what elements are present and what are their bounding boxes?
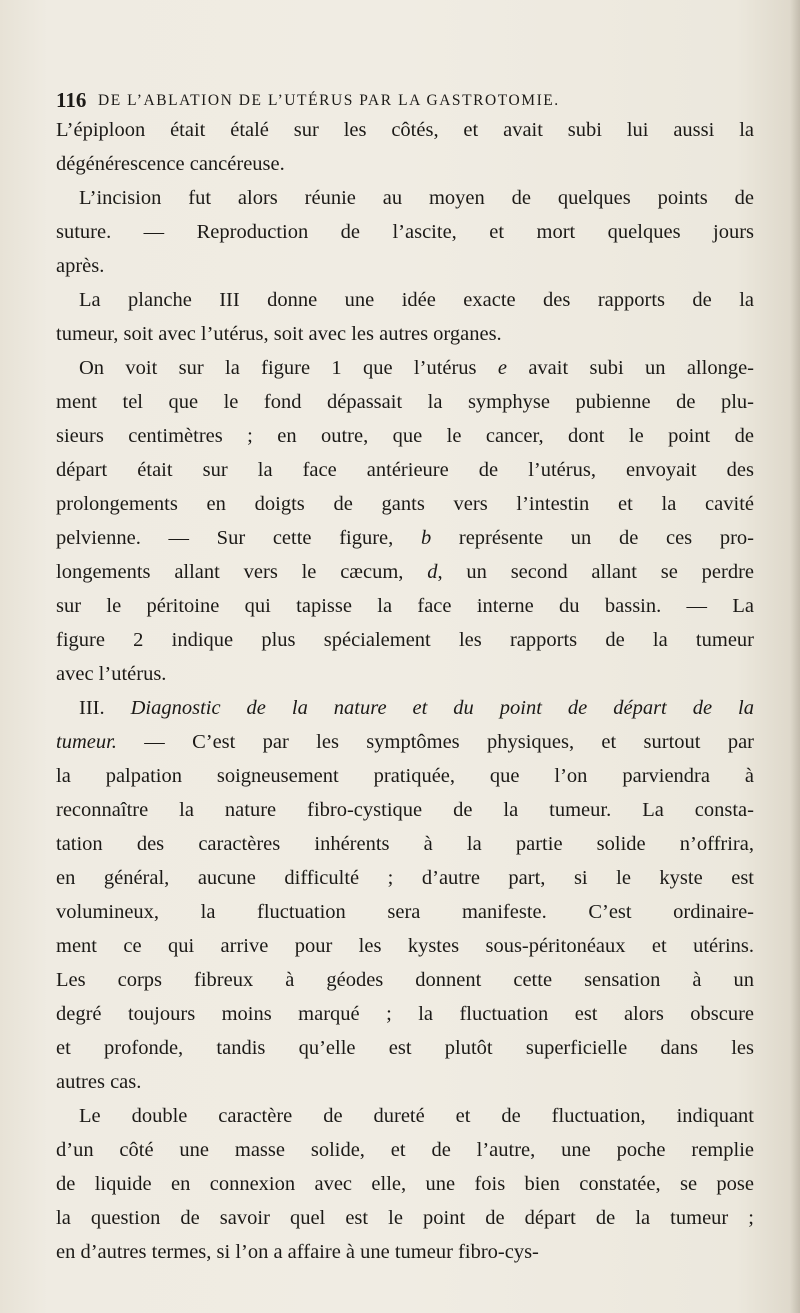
- line-text: On voit sur la figure 1 que l’utérus: [79, 357, 498, 379]
- line-text: , un second allant se perdre: [437, 561, 755, 583]
- line-text: en général, aucune difficulté ; d’autre part, si le kyste est: [56, 867, 754, 889]
- line-text: après.: [56, 255, 105, 277]
- text-line: [56, 1031, 754, 1065]
- text-line: [56, 521, 754, 555]
- running-head: [56, 86, 756, 114]
- text-line: [56, 929, 754, 963]
- text-line: [56, 1201, 754, 1235]
- text-line: [56, 1099, 754, 1133]
- line-text: pelvienne. — Sur cette figure,: [56, 527, 421, 549]
- text-line: [56, 657, 754, 691]
- line-text: prolongements en doigts de gants vers l’intestin et la cavité: [56, 493, 754, 515]
- line-text: dégénérescence cancéreuse.: [56, 153, 285, 175]
- page-edge-shadow: [790, 0, 800, 1313]
- text-line: [56, 385, 754, 419]
- text-line: [56, 215, 754, 249]
- text-line: [56, 113, 754, 147]
- line-text: reconnaître la nature fibro-cystique de la tumeur. La consta-: [56, 799, 754, 821]
- line-text: sieurs centimètres ; en outre, que le cancer, dont le point de: [56, 425, 754, 447]
- line-text: représente un de ces pro-: [431, 527, 754, 549]
- italic-text: d: [427, 561, 438, 583]
- text-line: [56, 861, 754, 895]
- line-text: volumineux, la fluctuation sera manifeste. C’est ordinaire-: [56, 901, 754, 923]
- line-text: Les corps fibreux à géodes donnent cette sensation à un: [56, 969, 754, 991]
- text-line: [56, 1167, 754, 1201]
- line-text: La planche III donne une idée exacte des rapports de la: [79, 289, 754, 311]
- body-text: [56, 113, 754, 1269]
- text-line: [56, 997, 754, 1031]
- text-line: [56, 317, 754, 351]
- line-text: III.: [79, 697, 131, 719]
- italic-text: e: [497, 357, 507, 379]
- text-line: [56, 283, 754, 317]
- line-text: degré toujours moins marqué ; la fluctuation est alors obscure: [56, 1003, 754, 1025]
- text-line: [56, 181, 754, 215]
- line-text: — C’est par les symptômes physiques, et surtout par: [116, 731, 754, 753]
- text-line: [56, 487, 754, 521]
- text-line: [56, 351, 754, 385]
- line-text: d’un côté une masse solide, et de l’autre, une poche remplie: [56, 1139, 754, 1161]
- line-text: et profonde, tandis qu’elle est plutôt superficielle dans les: [56, 1037, 754, 1059]
- line-text: la palpation soigneusement pratiquée, que l’on parviendra à: [56, 765, 754, 787]
- line-text: tumeur, soit avec l’utérus, soit avec les autres organes.: [56, 323, 502, 345]
- text-line: [56, 1065, 754, 1099]
- line-text: avait subi un allonge-: [506, 357, 754, 379]
- line-text: sur le péritoine qui tapisse la face interne du bassin. — La: [56, 595, 754, 617]
- italic-text: b: [420, 527, 432, 549]
- italic-text: tumeur.: [56, 731, 117, 753]
- line-text: tation des caractères inhérents à la partie solide n’offrira,: [56, 833, 754, 855]
- line-text: ment ce qui arrive pour les kystes sous-péritonéaux et utérins.: [56, 935, 754, 957]
- text-line: [56, 419, 754, 453]
- text-line: [56, 963, 754, 997]
- line-text: départ était sur la face antérieure de l’utérus, envoyait des: [56, 459, 754, 481]
- text-line: [56, 895, 754, 929]
- line-text: avec l’utérus.: [56, 663, 167, 685]
- text-line: [56, 1133, 754, 1167]
- italic-text: Diagnostic de la nature et du point de départ de la: [130, 697, 755, 719]
- line-text: en d’autres termes, si l’on a affaire à une tumeur fibro-cys-: [56, 1241, 539, 1263]
- line-text: de liquide en connexion avec elle, une fois bien constatée, se pose: [56, 1173, 754, 1195]
- text-line: [56, 827, 754, 861]
- text-line: [56, 691, 754, 725]
- line-text: la question de savoir quel est le point de départ de la tumeur ;: [56, 1207, 754, 1229]
- text-line: [56, 589, 754, 623]
- line-text: ment tel que le fond dépassait la symphyse pubienne de plu-: [56, 391, 754, 413]
- text-line: [56, 555, 754, 589]
- line-text: longements allant vers le cæcum,: [56, 561, 428, 583]
- text-line: [56, 453, 754, 487]
- line-text: suture. — Reproduction de l’ascite, et mort quelques jours: [56, 221, 754, 243]
- line-text: L’incision fut alors réunie au moyen de quelques points de: [79, 187, 754, 209]
- text-line: [56, 759, 754, 793]
- text-line: [56, 249, 754, 283]
- line-text: L’épiploon était étalé sur les côtés, et avait subi lui aussi la: [56, 119, 754, 141]
- running-title: DE L’ABLATION DE L’UTÉRUS PAR LA GASTROTOMIE.: [98, 92, 560, 109]
- text-line: [56, 1235, 754, 1269]
- text-line: [56, 725, 754, 759]
- line-text: Le double caractère de dureté et de fluctuation, indiquant: [79, 1105, 754, 1127]
- text-line: [56, 623, 754, 657]
- line-text: figure 2 indique plus spécialement les rapports de la tumeur: [56, 629, 754, 651]
- text-line: [56, 147, 754, 181]
- page-number: 116: [56, 88, 87, 112]
- text-line: [56, 793, 754, 827]
- line-text: autres cas.: [56, 1071, 142, 1093]
